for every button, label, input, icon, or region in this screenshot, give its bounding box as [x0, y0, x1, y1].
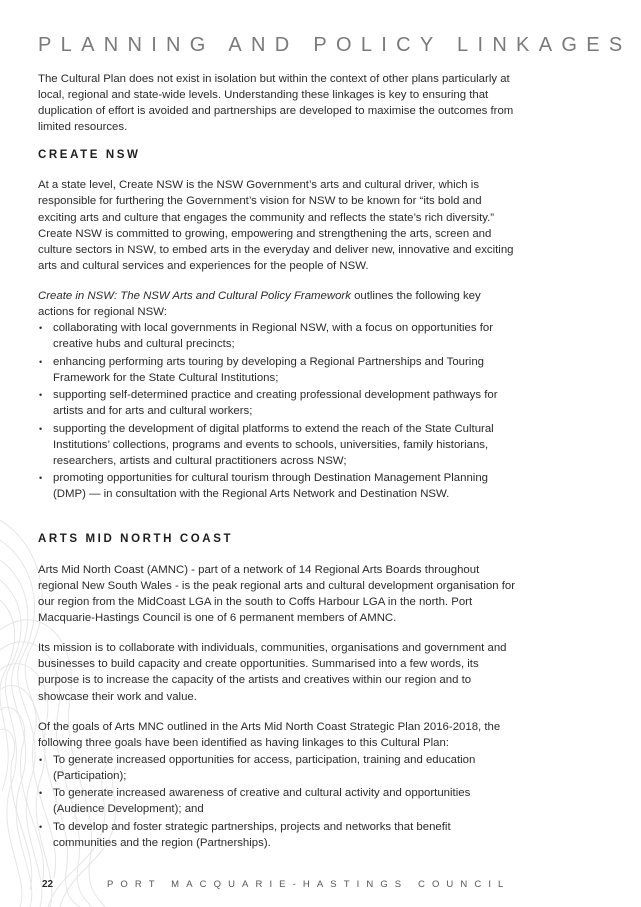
amnc-paragraph-3: Of the goals of Arts MNC outlined in the Arts Mid North Coast Strategic Plan 2016-2018, the following three goals have been identified as having linkages to this Cultural Plan:: [38, 720, 501, 749]
list-item: • To generate increased awareness of creative and cultural activity and opportunities (Audience Development); and: [38, 786, 516, 818]
list-item: • To generate increased opportunities for access, participation, training and education (Participation);: [38, 753, 516, 785]
list-item: • supporting the development of digital platforms to extend the reach of the State Cultural Institutions’ collections, programs and events to schools, universities, family historians, researchers, artists and cultural practitioners across NSW;: [38, 422, 516, 469]
list-item: • collaborating with local governments in Regional NSW, with a focus on opportunities for creative hubs and cultural precincts;: [38, 321, 516, 353]
amnc-goals-list: [38, 753, 516, 852]
page-title: PLANNING AND POLICY LINKAGES: [38, 34, 632, 56]
framework-paragraph: [38, 288, 516, 320]
amnc-paragraph-2: Its mission is to collaborate with individuals, communities, organisations and government and businesses to build capacity and create opportunities. Summarised into a few words, its purpose is to increase the capacity of the artists and creatives within our region and to showcase their work and value.: [38, 642, 507, 703]
intro-paragraph: The Cultural Plan does not exist in isolation but within the context of other plans particularly at local, regional and state-wide levels. Understanding these linkages is key to ensuring that duplication of effort is avoided and partnerships are developed to maximise the outcomes from limited resources.: [38, 73, 514, 134]
list-item: • supporting self-determined practice and creating professional development pathways for artists and for arts and cultural workers;: [38, 388, 516, 420]
council-name: PORT MACQUARIE-HASTINGS COUNCIL: [107, 879, 511, 890]
page-number: 22: [42, 879, 54, 890]
document-page: [38, 34, 632, 854]
list-item: • enhancing performing arts touring by developing a Regional Partnerships and Touring Framework for the State Cultural Institutions;: [38, 355, 516, 387]
framework-title: Create in NSW: The NSW Arts and Cultural Policy Framework: [38, 289, 351, 302]
create-nsw-heading: CREATE NSW: [38, 149, 141, 162]
create-nsw-paragraph: At a state level, Create NSW is the NSW Government’s arts and cultural driver, which is responsible for furthering the Government’s vision for NSW to be known for “its bold and exciting arts and culture that engages the community and reflects the state’s rich diversity.” Create NSW is committed to growing, empowering and strengthening the arts, screen and culture sectors in NSW, to embed arts in the everyday and deliver new, innovative and exciting arts and cultural services and experiences for the people of NSW.: [38, 179, 514, 272]
page-footer: [42, 879, 510, 890]
amnc-heading: ARTS MID NORTH COAST: [38, 532, 234, 545]
amnc-paragraph-1: Arts Mid North Coast (AMNC) - part of a network of 14 Regional Arts Boards throughout regional New South Wales - is the peak regional arts and cultural development organisation for our region from the MidCoast LGA in the south to Coffs Harbour LGA in the north. Port Macquarie-Hastings Council is one of 6 permanent members of AMNC.: [38, 563, 515, 625]
list-item: • To develop and foster strategic partnerships, projects and networks that benefit communities and the region (Partnerships).: [38, 820, 516, 852]
list-item: • promoting opportunities for cultural tourism through Destination Management Planning (DMP) — in consultation with the Regional Arts Network and Destination NSW.: [38, 471, 516, 503]
framework-text: outlines the following key actions for regional NSW:: [38, 289, 481, 319]
create-nsw-actions-list: [38, 321, 516, 503]
